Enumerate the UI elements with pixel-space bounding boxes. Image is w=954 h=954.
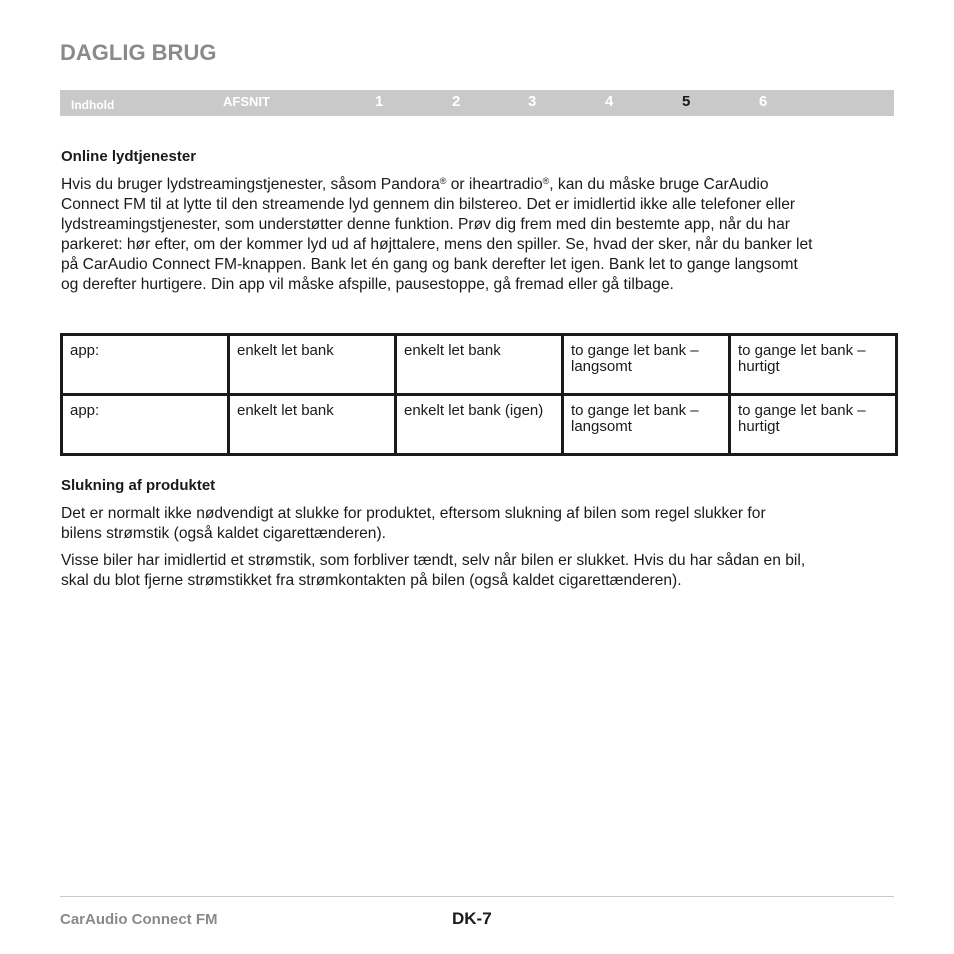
table-row xyxy=(62,395,897,455)
table-cell: enkelt let bank xyxy=(229,335,396,395)
registered-mark: ® xyxy=(542,176,550,186)
table-cell: to gange let bank – hurtigt xyxy=(730,335,897,395)
shutdown-paragraph-2 xyxy=(61,551,901,591)
text-run: Hvis du bruger lydstreamingstjenester, såsom Pandora xyxy=(61,176,440,193)
para-line: skal du blot fjerne strømstikket fra strømkontakten på bilen (også kaldet cigarettænderen). xyxy=(61,572,682,589)
section-navbar xyxy=(60,90,894,116)
para-line: Visse biler har imidlertid et strømstik, som forbliver tændt, selv når bilen er slukket. Hvis du har sådan en bil, xyxy=(61,552,806,569)
para-line: og derefter hurtigere. Din app vil måske afspille, pausestoppe, gå fremad eller gå tilbage. xyxy=(61,276,674,293)
online-services-paragraph xyxy=(61,175,901,295)
registered-mark: ® xyxy=(439,176,447,186)
page-title: DAGLIG BRUG xyxy=(60,40,217,65)
online-services-heading: Online lydtjenester xyxy=(61,148,197,165)
nav-contents-link[interactable]: Indhold xyxy=(71,98,115,112)
para-line: Connect FM til at lytte til den streamende lyd gennem din bilstereo. Det er imidlertid ikke alle telefoner eller xyxy=(61,196,796,213)
table-cell: to gange let bank – hurtigt xyxy=(730,395,897,455)
table-cell: enkelt let bank (igen) xyxy=(396,395,563,455)
table-cell: app: xyxy=(62,395,229,455)
para-line xyxy=(61,175,901,195)
table-cell: to gange let bank – langsomt xyxy=(563,395,730,455)
table-cell: enkelt let bank xyxy=(396,335,563,395)
para-line: Det er normalt ikke nødvendigt at slukke for produktet, eftersom slukning af bilen som regel slukker for xyxy=(61,505,766,522)
para-line: bilens strømstik (også kaldet cigarettænderen). xyxy=(61,525,387,542)
text-run: or iheartradio xyxy=(446,176,543,193)
nav-section-6[interactable]: 6 xyxy=(759,93,768,110)
table-cell: enkelt let bank xyxy=(229,395,396,455)
para-line: på CarAudio Connect FM-knappen. Bank let én gang og bank derefter let igen. Bank let to gange langsomt xyxy=(61,256,798,273)
nav-section-label: AFSNIT xyxy=(223,94,270,109)
nav-section-4[interactable]: 4 xyxy=(605,93,614,110)
nav-section-3[interactable]: 3 xyxy=(528,93,537,110)
para-line: lydstreamingstjenester, som understøtter denne funktion. Prøv dig frem med din bestemte app, når du har xyxy=(61,216,790,233)
shutdown-paragraph-1 xyxy=(61,504,901,544)
table-cell: to gange let bank – langsomt xyxy=(563,335,730,395)
table-cell: app: xyxy=(62,335,229,395)
nav-section-1[interactable]: 1 xyxy=(375,93,384,110)
footer-page-number: DK-7 xyxy=(452,909,492,928)
shutdown-heading: Slukning af produktet xyxy=(61,477,216,494)
table-row xyxy=(62,335,897,395)
para-line: parkeret: hør efter, om der kommer lyd ud af højttalere, mens den spiller. Se, hvad der sker, når du banker let xyxy=(61,236,813,253)
footer-divider xyxy=(60,896,894,897)
text-run: , kan du måske bruge CarAudio xyxy=(549,176,769,193)
footer-product-name: CarAudio Connect FM xyxy=(60,911,218,928)
nav-section-2[interactable]: 2 xyxy=(452,93,461,110)
tap-command-table xyxy=(60,333,898,456)
nav-section-5-active[interactable]: 5 xyxy=(682,93,691,110)
